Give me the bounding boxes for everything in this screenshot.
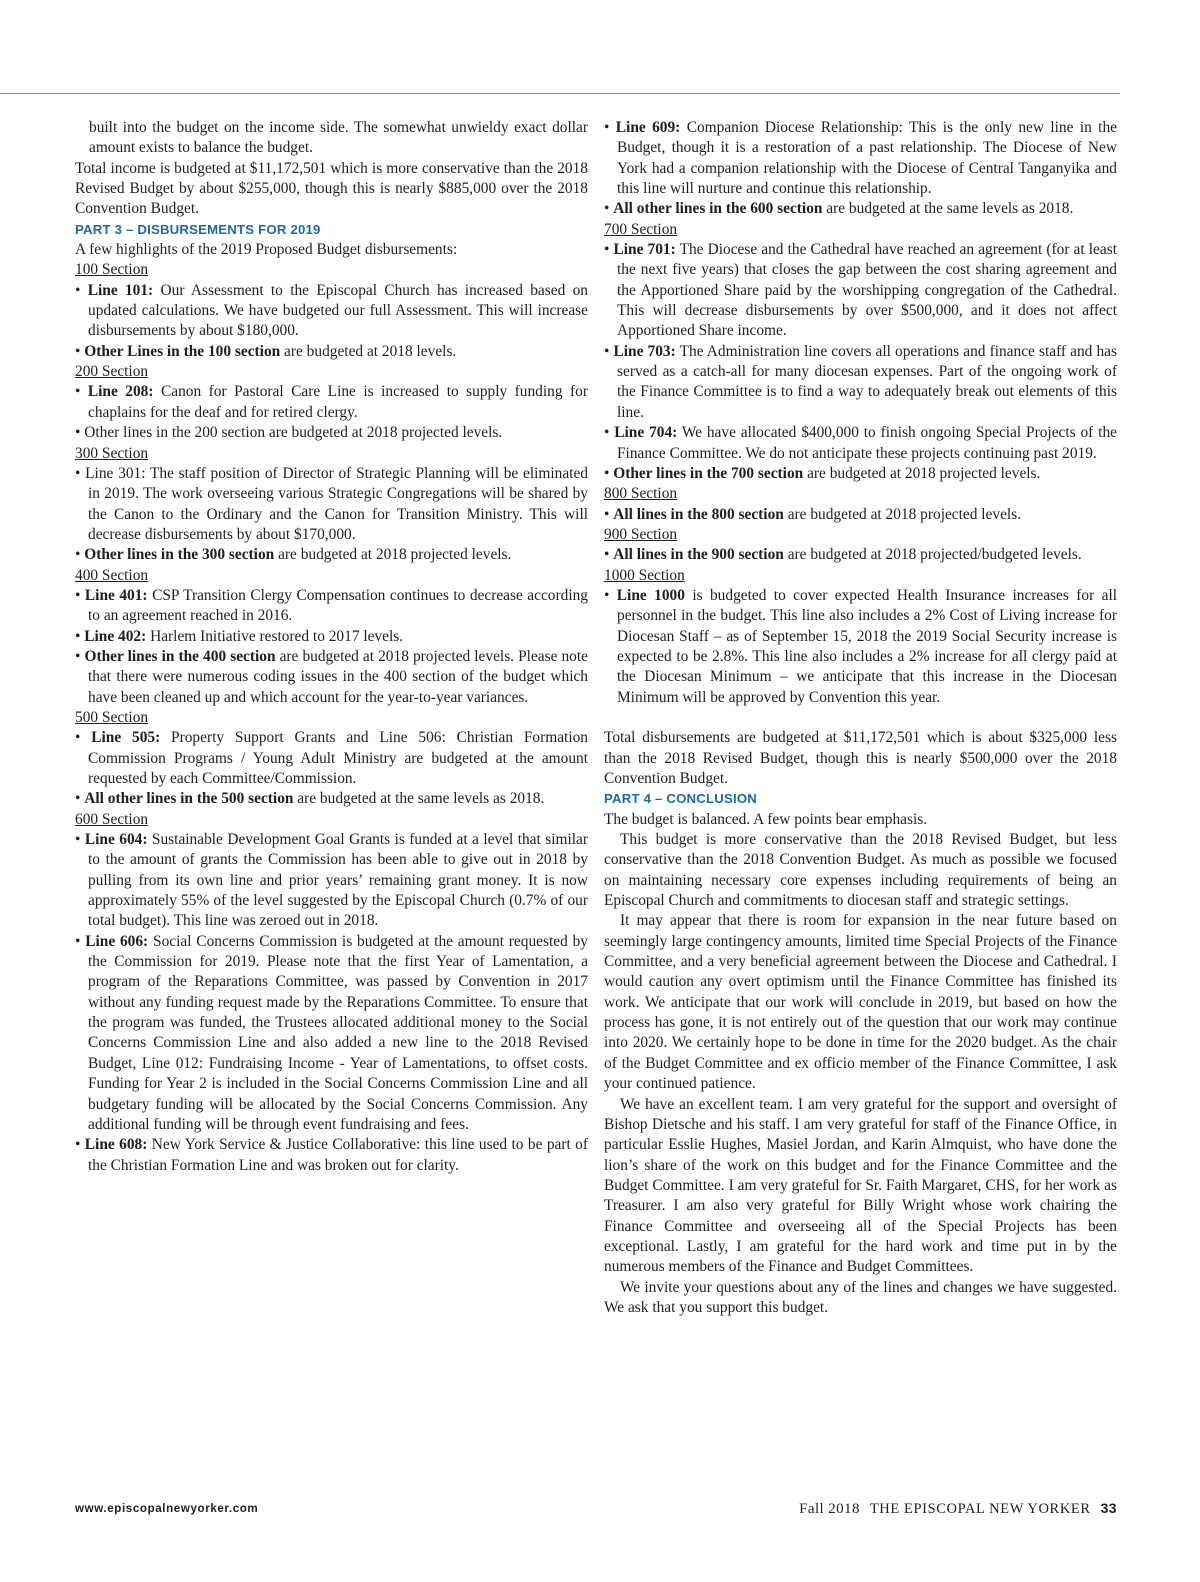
top-rule [0,93,1120,94]
footer-website-link[interactable]: www.episcopalnewyorker.com [75,1502,259,1515]
bullet-line-604: • Line 604: Sustainable Development Goal Grants is funded at a level that similar to the amount of grants the Commission has been able to give out in 2018 by pulling from its own line and prior years’ remaining grant money. It is now approximately 55% of the level suggested by the Episcopal Church (0.7% of our total budget). This line was zeroed out in 2018. [75,831,588,930]
bullet-line-301: • Line 301: The staff position of Director of Strategic Planning will be eliminated in 2019. The work overseeing various Strategic Congregations will be shared by the Canon to the Ordinary and the Canon for Transition Ministry. This will decrease disbursements by about $170,000. [75,464,588,543]
section-100-heading: 100 Section [75,261,149,279]
bullet-line-401: • Line 401: CSP Transition Clergy Compensation continues to decrease according to an agreement reached in 2016. [75,586,588,625]
footer-issue: Fall 2018 [799,1501,860,1517]
bullet-line-606: • Line 606: Social Concerns Commission is budgeted at the amount requested by the Commission for 2019. Please note that the first Year of Lamentation, a program of the Reparations Committee, was passed by Convention in 2017 without any funding request made by the Reparations Committee. To ensure that the program was funded, the Trustees allocated additional money to the Social Concerns Commission Line and also added a new line to the 2018 Revised Budget, Line 012: Fundraising Income - Year of Lamentations, to offset costs. Funding for Year 2 is included in the Social Concerns Commission Line and all budgetary funding will be allocated by the Social Concerns Commission. Any additional funding will be through event fundraising and fees. [75,932,588,1133]
bullet-line-608: • Line 608: New York Service & Justice Collaborative: this line used to be part of the Christian Formation Line and was broken out for clarity. [75,1136,588,1174]
section-200-heading: 200 Section [75,363,149,381]
conclusion-paragraph-4: We have an excellent team. I am very grateful for the support and oversight of Bishop Dietsche and his staff. I am very grateful for staff of the Finance Office, in particular Esslie Hughes, Masiel Jordan, and Karin Almquist, who have done the lion’s share of the work on this budget and for the Finance Committee and the Budget Committee. I am very grateful for Sr. Faith Margaret, CHS, for her work as Treasurer. I am also very grateful for Billy Wright whose work chairing the Finance Committee and overseeing all of the Special Projects has been exceptional. Lastly, I am grateful for the hard work and time put in by the numerous members of the Finance and Budget Committees. [604,1095,1117,1276]
bullet-all-800: • All lines in the 800 section are budgeted at 2018 projected levels. [604,505,1022,523]
bullet-line-609: • Line 609: Companion Diocese Relationship: This is the only new line in the Budget, though it is a restoration of a past relationship. The Diocese of New York had a companion relationship with the Diocese of Central Tanganyika and this line will nurture and continue this relationship. [604,119,1117,198]
section-600-heading: 600 Section [75,810,149,828]
footer-magazine-title: THE EPISCOPAL NEW YORKER [869,1501,1091,1517]
part3-intro: A few highlights of the 2019 Proposed Budget disbursements: [75,241,458,259]
bullet-line-701: • Line 701: The Diocese and the Cathedral have reached an agreement (for at least the next five years) that closes the gap between the cost sharing agreement and the Apportioned Share paid by the worshipping congregation of the Cathedral. This will decrease disbursements by over $500,000, and it does not affect Apportioned Share income. [604,241,1117,340]
section-1000-heading: 1000 Section [604,566,685,584]
left-column [75,118,588,1176]
bullet-other-700: • Other lines in the 700 section are budgeted at 2018 projected levels. [604,464,1041,482]
footer-page-number: 33 [1100,1500,1117,1516]
paragraph-total-disbursements: Total disbursements are budgeted at $11,172,501 which is about $325,000 less than the 2018 Revised Budget, though this is nearly $500,000 over the 2018 Convention Budget. [604,729,1117,787]
bullet-line-402: • Line 402: Harlem Initiative restored to 2017 levels. [75,627,404,645]
bullet-other-100: • Other Lines in the 100 section are budgeted at 2018 levels. [75,342,457,360]
paragraph-continued: built into the budget on the income side. The somewhat unwieldy exact dollar amount exists to balance the budget. [89,119,588,157]
section-700-heading: 700 Section [604,220,678,238]
conclusion-paragraph-2: This budget is more conservative than the 2018 Revised Budget, but less conservative than the 2018 Convention Budget. As much as possible we focused on maintaining necessary core expenses including requirements of being an Episcopal Church and commitments to diocesan staff and strategic settings. [604,831,1117,910]
conclusion-paragraph-3: It may appear that there is room for expansion in the near future based on seemingly large contingency amounts, limited time Special Projects of the Finance Committee, and a very beneficial agreement between the Diocese and Cathedral. I would caution any overt optimism until the Finance Committee has finished its work. We anticipate that our work will conclude in 2019, but based on how the process has gone, it is not entirely out of the question that our work may continue into 2020. We certainly hope to be done in time for the 2020 budget. As the chair of the Budget Committee and ex officio member of the Finance Committee, I ask your continued patience. [604,912,1117,1093]
bullet-line-703: • Line 703: The Administration line covers all operations and finance staff and has served as a catch-all for many diocesan expenses. Part of the ongoing work of the Finance Committee is to find a way to adequately break out elements of this line. [604,342,1117,421]
section-500-heading: 500 Section [75,708,149,726]
bullet-line-704: • Line 704: We have allocated $400,000 to finish ongoing Special Projects of the Finance Committee. We do not anticipate these projects continuing past 2019. [604,424,1117,462]
bullet-all-900: • All lines in the 900 section are budgeted at 2018 projected/budgeted levels. [604,546,1082,564]
bullet-line-1000: • Line 1000 is budgeted to cover expected Health Insurance increases for all personnel in the budget. This line also includes a 2% Cost of Living increase for Diocesan Staff – as of September 15, 2018 the 2019 Social Security increase is expected to be 2.8%. This line also includes a 2% increase for all clergy paid at the Diocesan Minimum – we anticipate that this increase in the Diocesan Minimum will be approved by Convention this year. [604,586,1117,706]
part4-heading: PART 4 – CONCLUSION [604,791,758,807]
conclusion-paragraph-5: We invite your questions about any of the lines and changes we have suggested. We ask that you support this budget. [604,1278,1117,1316]
footer-folio [799,1500,1117,1518]
conclusion-paragraph-1: The budget is balanced. A few points bear emphasis. [604,810,928,828]
bullet-line-101: • Line 101: Our Assessment to the Episcopal Church has increased based on updated calculations. We have budgeted our full Assessment. This will increase disbursements by about $180,000. [75,281,588,340]
bullet-other-500: • All other lines in the 500 section are budgeted at the same levels as 2018. [75,790,545,808]
bullet-other-400: • Other lines in the 400 section are budgeted at 2018 projected levels. Please note that there were numerous coding issues in the 400 section of the budget which have been cleaned up and which account for the year-to-year variances. [75,647,588,706]
bullet-other-600: • All other lines in the 600 section are budgeted at the same levels as 2018. [604,200,1074,218]
bullet-line-505: • Line 505: Property Support Grants and Line 506: Christian Formation Commission Programs / Young Adult Ministry are budgeted at the amount requested by each Committee/Commission. [75,729,588,787]
section-800-heading: 800 Section [604,485,678,503]
section-400-heading: 400 Section [75,566,149,584]
section-300-heading: 300 Section [75,444,149,462]
bullet-other-300: • Other lines in the 300 section are budgeted at 2018 projected levels. [75,546,512,564]
right-column [604,118,1117,1318]
section-900-heading: 900 Section [604,525,678,543]
paragraph-total-income: Total income is budgeted at $11,172,501 which is more conservative than the 2018 Revised Budget by about $255,000, though this is nearly $885,000 over the 2018 Convention Budget. [75,159,588,218]
bullet-line-208: • Line 208: Canon for Pastoral Care Line is increased to supply funding for chaplains for the deaf and for retired clergy. [75,383,588,421]
bullet-other-200: • Other lines in the 200 section are budgeted at 2018 projected levels. [75,424,503,442]
part3-heading: PART 3 – DISBURSEMENTS FOR 2019 [75,221,321,237]
